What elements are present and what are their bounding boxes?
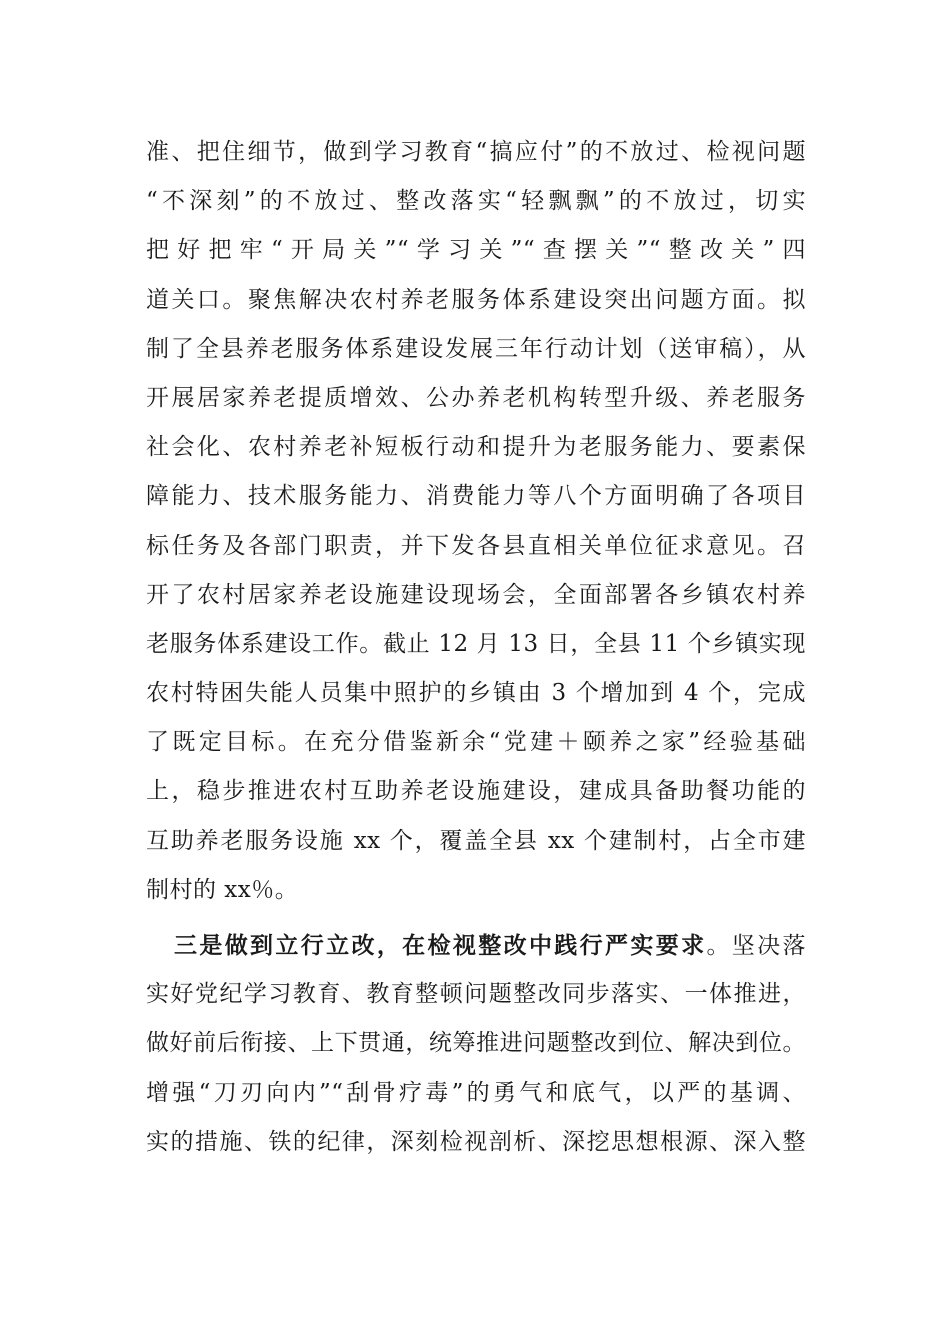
text-line: 把好把牢“开局关”“学习关”“查摆关”“整改关”四 (146, 237, 806, 264)
text-line: 老服务体系建设工作。截止 12 月 13 日，全县 11 个乡镇实现 (146, 630, 806, 657)
text-line: 制了全县养老服务体系建设发展三年行动计划（送审稿），从 (146, 335, 806, 362)
text-line: 标任务及各部门职责，并下发各县直相关单位征求意见。召 (146, 532, 806, 559)
text-line: 互助养老服务设施 xx 个，覆盖全县 xx 个建制村，占全市建 (146, 827, 806, 854)
text-line: 道关口。聚焦解决农村养老服务体系建设突出问题方面。拟 (146, 286, 806, 313)
text-line: 制村的 xx％。 (146, 876, 299, 903)
paragraph-2 (146, 921, 806, 1167)
document-body (146, 128, 806, 1167)
section-heading: 三是做到立行立改，在检视整改中践行严实要求 (174, 932, 707, 959)
text-line: 实好党纪学习教育、教育整顿问题整改同步落实、一体推进， (146, 981, 806, 1008)
text-line: 开了农村居家养老设施建设现场会，全面部署各乡镇农村养 (146, 581, 806, 608)
heading-line-rest: 。坚决落 (706, 933, 807, 959)
text-line: 了既定目标。在充分借鉴新余“党建＋颐养之家”经验基础 (146, 729, 806, 756)
text-line: 上，稳步推进农村互助养老设施建设，建成具备助餐功能的 (146, 778, 806, 805)
text-line: 社会化、农村养老补短板行动和提升为老服务能力、要素保 (146, 434, 806, 461)
text-line: 准、把住细节，做到学习教育“搞应付”的不放过、检视问题 (146, 139, 806, 165)
text-line: 障能力、技术服务能力、消费能力等八个方面明确了各项目 (146, 483, 806, 510)
text-line: 农村特困失能人员集中照护的乡镇由 3 个增加到 4 个，完成 (146, 680, 806, 707)
text-line: 做好前后衔接、上下贯通，统筹推进问题整改到位、解决到位。 (146, 1030, 806, 1057)
text-line: “不深刻”的不放过、整改落实“轻飘飘”的不放过，切实 (146, 188, 806, 215)
text-line (146, 921, 806, 970)
paragraph-1 (146, 128, 806, 915)
text-line: 增强“刀刃向内”“刮骨疗毒”的勇气和底气，以严的基调、 (146, 1079, 806, 1106)
text-line: 实的措施、铁的纪律，深刻检视剖析、深挖思想根源、深入整 (146, 1128, 806, 1155)
text-line: 开展居家养老提质增效、公办养老机构转型升级、养老服务 (146, 384, 806, 411)
